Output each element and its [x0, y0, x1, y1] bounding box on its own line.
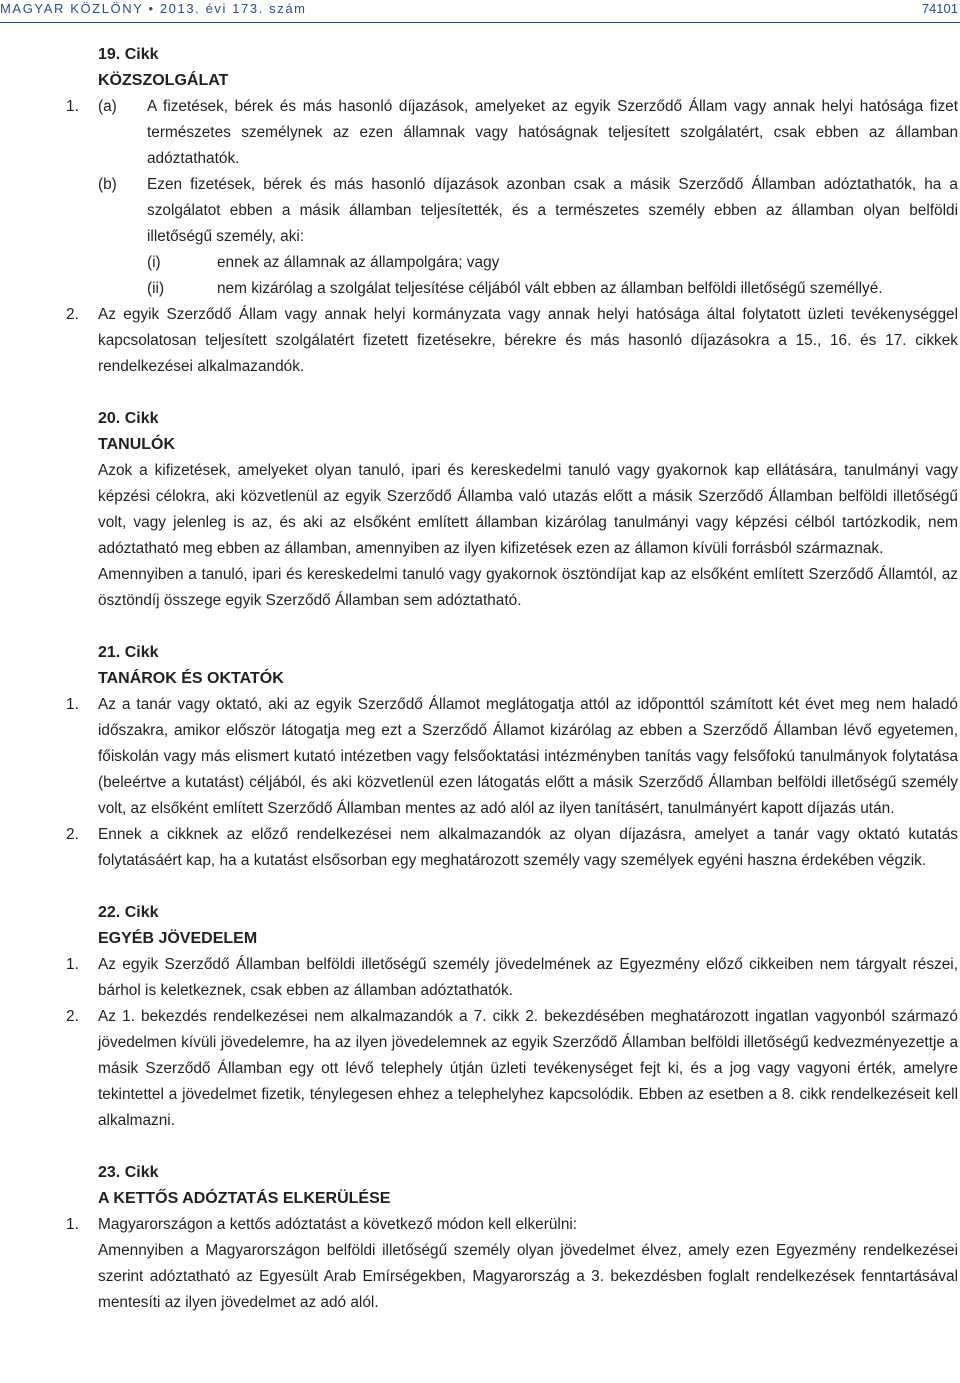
article-19-paragraph-2 — [66, 302, 958, 380]
paragraph-text: Ennek a cikknek az előző rendelkezései nem alkalmazandók az olyan díjazásra, amelyet a tanár vagy oktató kutatás folytatásáért kap, ha a kutatást elsősorban egy meghatározott személy vagy személyek egyéni haszna érdekében végzik. — [98, 826, 958, 869]
article-19-point-b-ii — [147, 276, 958, 302]
paragraph-number: 1. — [66, 1216, 79, 1233]
paragraph-text: Az egyik Szerződő Állam vagy annak helyi kormányzata vagy annak helyi hatósága által folytatott üzleti tevékenységgel kapcsolatosan teljesített szolgálatért fizetett fizetésekre, bérekre és más hasonló díjazásokra a 15., 16. és 17. cikkek rendelkezései alkalmazandók. — [98, 306, 958, 375]
page-number: 74101 — [921, 1, 958, 16]
article-20-paragraph-1: Azok a kifizetések, amelyeket olyan tanuló, ipari és kereskedelmi tanuló vagy gyakornok kap ellátására, tanulmányi vagy képzési célokra, aki közvetlenül az egyik Szerződő Államba való utazás előtt a másik Szerződő Államban belföldi illetőségű volt, vagy jelenleg is az, és aki az elsőként említett államban kizárólag tanulmányi vagy képzési célból tartózkodik, nem adóztatható meg ebben az államban, amennyiben az ilyen kifizetések ezen az államon kívüli forrásból származnak. — [98, 462, 958, 557]
article-19-point-b — [98, 172, 958, 302]
article-21-paragraph-2 — [66, 822, 958, 874]
paragraph-text: Az 1. bekezdés rendelkezései nem alkalmazandók a 7. cikk 2. bekezdésében meghatározott ingatlan vagyonból származó jövedelmen kívüli jövedelemre, ha az ilyen jövedelemnek az egyik Szerződő Államban belföldi illetőségű kedvezményezettje a másik Szerződő Államban egy ott lévő telephely útján üzleti tevékenységet fejt ki, és a jog vagy vagyoni érték, amelyre tekintettel a jövedelmet fizetik, ténylegesen ehhez a telephelyhez kapcsolódik. Ebben az esetben a 8. cikk rendelkezéseit kell alkalmazni. — [98, 1008, 958, 1129]
publication-title: MAGYAR KÖZLÖNY • 2013. évi 173. szám — [0, 1, 307, 16]
article-21-title: TANÁROK ÉS OKTATÓK — [98, 670, 284, 687]
page-header — [0, 0, 960, 20]
article-20-title: TANULÓK — [98, 436, 176, 453]
subpoint-label: (i) — [147, 254, 161, 271]
article-23-title: A KETTŐS ADÓZTATÁS ELKERÜLÉSE — [98, 1190, 391, 1207]
article-21-paragraph-1 — [66, 692, 958, 822]
article-20-paragraph-2: Amennyiben a tanuló, ipari és kereskedelmi tanuló vagy gyakornok ösztöndíjat kap az elsőként említett Szerződő Államtól, az ösztöndíj összege egyik Szerződő Államban sem adóztatható. — [98, 566, 958, 609]
paragraph-text: Az egyik Szerződő Államban belföldi illetőségű személy jövedelmének az Egyezmény előző cikkeiben nem tárgyalt részei, bárhol is keletkeznek, csak ebben az államban adóztathatók. — [98, 956, 958, 999]
article-23-heading: 23. Cikk — [98, 1164, 159, 1181]
article-19-paragraph-1 — [66, 94, 958, 302]
subpoint-text: ennek az államnak az állampolgára; vagy — [217, 254, 500, 271]
header-rule — [0, 22, 960, 23]
document-body — [66, 42, 958, 1316]
point-label: (a) — [98, 98, 117, 115]
point-label: (b) — [98, 176, 117, 193]
subpoint-text: nem kizárólag a szolgálat teljesítése céljából vált ebben az államban belföldi illetőségű személlyé. — [217, 280, 883, 297]
article-22-title: EGYÉB JÖVEDELEM — [98, 930, 258, 947]
article-19-point-b-i — [147, 250, 958, 276]
paragraph-text: Magyarországon a kettős adóztatást a következő módon kell elkerülni: — [98, 1216, 578, 1233]
paragraph-number: 2. — [66, 1008, 79, 1025]
paragraph-text: Az a tanár vagy oktató, aki az egyik Szerződő Államot meglátogatja attól az időponttól számított két évet meg nem haladó időszakra, amikor először látogatja meg ezt a Szerződő Államot kizárólag az ebben a Szerződő Államban lévő egyetemen, főiskolán vagy más elismert kutató intézetben vagy felsőoktatási intézményben tanítás vagy felsőfokú tanulmányok folytatása (beleértve a kutatást) céljából, és aki közvetlenül ezen látogatás előtt a másik Szerződő Államban belföldi illetőségű személy volt, az elsőként említett Szerződő Államban mentes az adó alól az ilyen tanításért, tanulmányért kapott díjazás után. — [98, 696, 958, 817]
article-22-paragraph-2 — [66, 1004, 958, 1134]
point-text: Ezen fizetések, bérek és más hasonló díjazások azonban csak a másik Szerződő Államban adóztathatók, ha a szolgálatot ebben a másik államban teljesítették, és a természetes személy ebben az államban olyan belföldi illetőségű személy, aki: — [147, 176, 958, 245]
article-21-heading: 21. Cikk — [98, 644, 159, 661]
article-22-paragraph-1 — [66, 952, 958, 1004]
subpoint-label: (ii) — [147, 280, 165, 297]
paragraph-number: 2. — [66, 826, 79, 843]
article-19-title: KÖZSZOLGÁLAT — [98, 72, 229, 89]
paragraph-number: 1. — [66, 696, 79, 713]
paragraph-number: 2. — [66, 306, 79, 323]
point-text: A fizetések, bérek és más hasonló díjazások, amelyeket az egyik Szerződő Állam vagy annak helyi hatósága fizet természetes személynek az ezen államnak vagy hatóságnak teljesített szolgálatért, csak ebben az államban adóztathatók. — [147, 98, 958, 167]
paragraph-continuation: Amennyiben a Magyarországon belföldi illetőségű személy olyan jövedelmet élvez, amely ezen Egyezmény rendelkezései szerint adóztatható az Egyesült Arab Emírségekben, Magyarország a 3. bekezdésben foglalt rendelkezések fenntartásával mentesíti az ilyen jövedelmet az adó alól. — [98, 1242, 958, 1311]
article-20-heading: 20. Cikk — [98, 410, 159, 427]
paragraph-number: 1. — [66, 98, 79, 115]
article-19-heading: 19. Cikk — [98, 46, 159, 63]
article-19-point-a — [98, 94, 958, 172]
article-23-paragraph-1 — [66, 1212, 958, 1316]
paragraph-number: 1. — [66, 956, 79, 973]
article-22-heading: 22. Cikk — [98, 904, 159, 921]
